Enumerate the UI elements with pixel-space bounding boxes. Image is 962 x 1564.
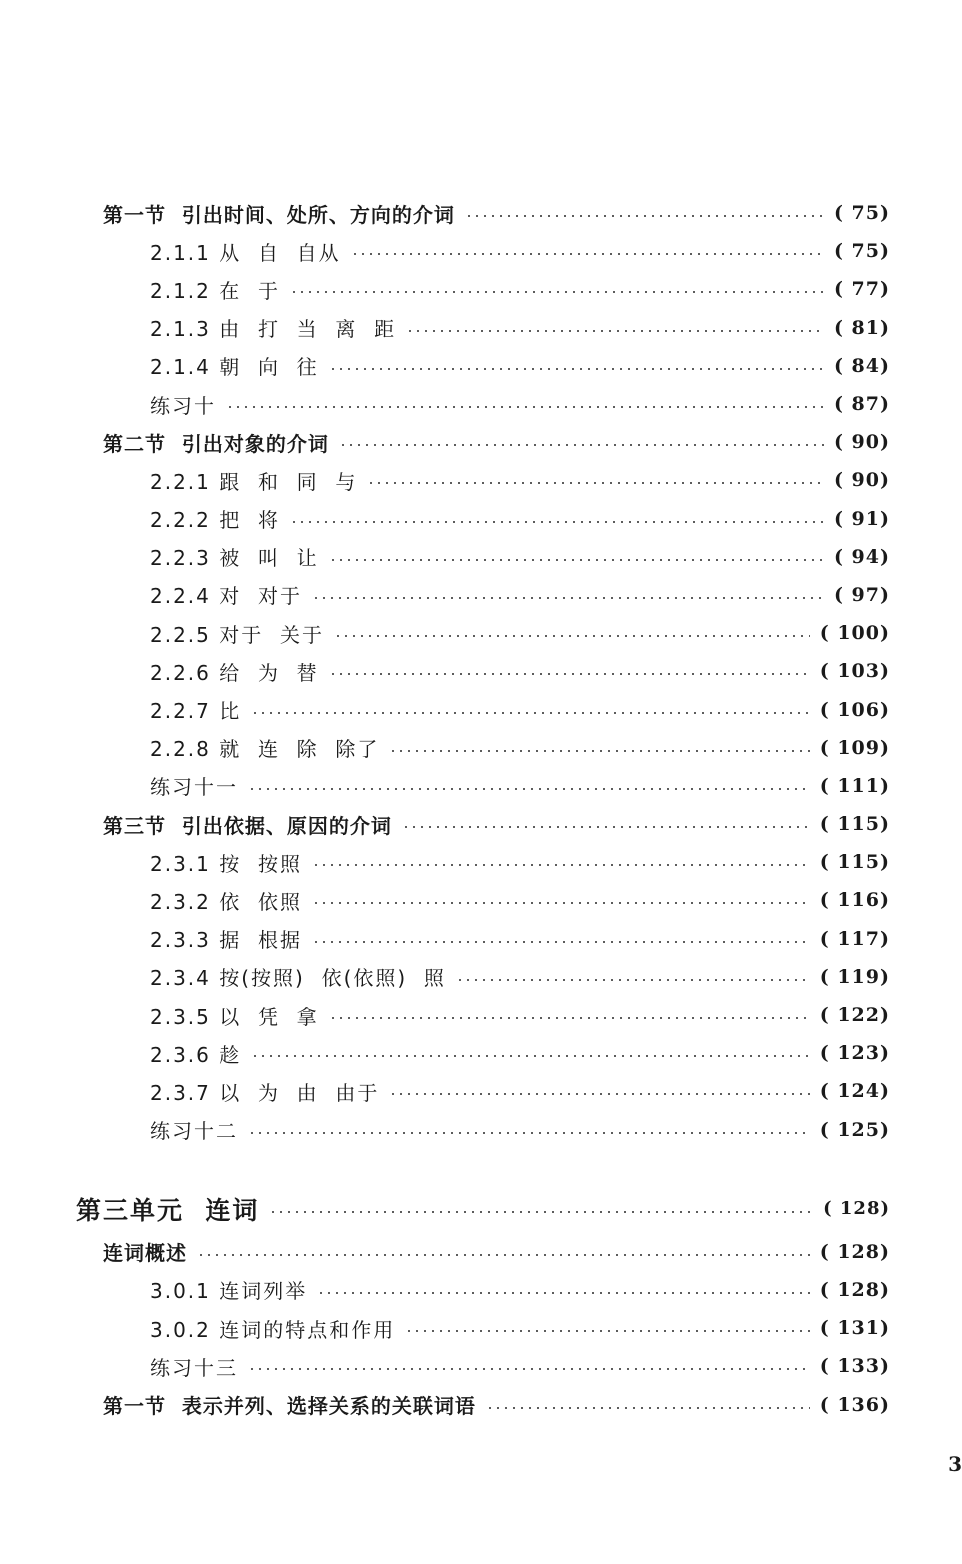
toc-entry-title: 2.3.6 趁 (150, 1042, 242, 1067)
dot-leader (251, 1055, 809, 1057)
dot-leader (329, 559, 824, 561)
toc-entry-title: 练习十一 (150, 775, 238, 800)
dot-leader (389, 1093, 809, 1095)
toc-entry-title: 第三单元 连词 (76, 1195, 260, 1225)
toc-subsection-entry[interactable] (0, 232, 960, 270)
dot-leader (290, 521, 824, 523)
toc-page-number: ( 87) (833, 393, 890, 416)
toc-page-number: ( 77) (833, 278, 890, 301)
dot-leader (269, 1211, 813, 1213)
toc-entry-title: 3.0.1 连词列举 (150, 1279, 308, 1304)
toc-subsection-entry[interactable] (0, 920, 960, 958)
toc-subsection-entry[interactable] (0, 576, 960, 614)
table-of-contents (0, 194, 960, 1424)
toc-entry-title: 2.3.2 依 依照 (150, 889, 302, 914)
toc-subsection-entry[interactable] (0, 729, 960, 767)
toc-entry-title: 2.2.1 跟 和 同 与 (150, 469, 358, 494)
toc-page-number: ( 94) (833, 545, 890, 568)
toc-entry-title: 2.3.5 以 凭 拿 (150, 1004, 319, 1029)
toc-subsection-entry[interactable] (0, 270, 960, 308)
dot-leader (465, 215, 824, 217)
toc-page-number: ( 106) (819, 698, 890, 721)
toc-page-number: ( 91) (833, 507, 890, 530)
toc-subsection-entry[interactable] (0, 881, 960, 919)
dot-leader (406, 330, 824, 332)
toc-page-number: ( 115) (819, 813, 890, 836)
dot-leader (367, 482, 824, 484)
toc-entry-title: 2.3.1 按 按照 (150, 851, 302, 876)
toc-entry-title: 2.2.2 把 将 (150, 508, 280, 533)
toc-entry-title: 第一节 引出时间、处所、方向的介词 (103, 202, 455, 227)
toc-subsection-entry[interactable] (0, 843, 960, 881)
toc-unit-heading[interactable] (0, 1185, 960, 1233)
toc-entry-title: 2.2.8 就 连 除 除了 (150, 737, 380, 762)
dot-leader (251, 712, 809, 714)
toc-entry-title: 第二节 引出对象的介词 (103, 431, 329, 456)
toc-entry-title: 2.3.7 以 为 由 由于 (150, 1080, 380, 1105)
toc-entry-title: 练习十 (150, 393, 216, 418)
toc-subsection-entry[interactable] (0, 958, 960, 996)
toc-page-number: ( 128) (823, 1198, 890, 1220)
toc-page-number: ( 103) (819, 660, 890, 683)
toc-entry-title: 2.1.4 朝 向 往 (150, 355, 319, 380)
toc-entry-title: 2.2.7 比 (150, 699, 242, 724)
dot-leader (405, 1330, 809, 1332)
toc-subsection-entry[interactable] (0, 309, 960, 347)
toc-subsection-entry[interactable] (0, 385, 960, 423)
toc-entry-title: 2.1.2 在 于 (150, 278, 280, 303)
toc-page-number: ( 136) (819, 1393, 890, 1416)
dot-leader (334, 635, 810, 637)
dot-leader (248, 1368, 810, 1370)
toc-page-number: ( 75) (833, 202, 890, 225)
toc-page-number: ( 125) (819, 1118, 890, 1141)
toc-section-entry[interactable] (0, 1233, 960, 1271)
toc-entry-title: 2.2.6 给 为 替 (150, 660, 319, 685)
dot-leader (312, 902, 810, 904)
toc-entry-title: 练习十二 (150, 1119, 238, 1144)
dot-leader (248, 1132, 810, 1134)
toc-subsection-entry[interactable] (0, 1271, 960, 1309)
toc-subsection-entry[interactable] (0, 1347, 960, 1385)
toc-entry-title: 第三节 引出依据、原因的介词 (103, 813, 392, 838)
dot-leader (312, 941, 810, 943)
toc-subsection-entry[interactable] (0, 1111, 960, 1149)
toc-page-number: ( 75) (833, 240, 890, 263)
toc-entry-title: 2.2.5 对于 关于 (150, 622, 324, 647)
toc-entry-title: 2.3.4 按(按照) 依(依照) 照 (150, 966, 446, 991)
toc-page-number: ( 111) (819, 774, 890, 797)
toc-subsection-entry[interactable] (0, 690, 960, 728)
toc-page-number: ( 131) (819, 1317, 890, 1340)
toc-entry-title: 2.3.3 据 根据 (150, 928, 302, 953)
dot-leader (329, 673, 810, 675)
toc-subsection-entry[interactable] (0, 500, 960, 538)
dot-leader (402, 826, 810, 828)
dot-leader (486, 1407, 810, 1409)
toc-page-number: ( 128) (819, 1278, 890, 1301)
toc-page-number: ( 122) (819, 1004, 890, 1027)
toc-page-number: ( 97) (833, 583, 890, 606)
toc-subsection-entry[interactable] (0, 614, 960, 652)
toc-entry-title: 2.1.1 从 自 自从 (150, 240, 341, 265)
toc-subsection-entry[interactable] (0, 767, 960, 805)
dot-leader (456, 979, 810, 981)
toc-page-number: ( 115) (819, 851, 890, 874)
toc-section-entry[interactable] (0, 423, 960, 461)
toc-entry-title: 2.1.3 由 打 当 离 距 (150, 317, 397, 342)
toc-subsection-entry[interactable] (0, 538, 960, 576)
dot-leader (312, 597, 824, 599)
dot-leader (312, 864, 810, 866)
dot-leader (226, 406, 824, 408)
toc-page-number: ( 81) (833, 316, 890, 339)
toc-subsection-entry[interactable] (0, 347, 960, 385)
dot-leader (197, 1254, 810, 1256)
dot-leader (290, 291, 824, 293)
toc-page-number: ( 116) (819, 889, 890, 912)
toc-subsection-entry[interactable] (0, 1309, 960, 1347)
toc-entry-title: 练习十三 (150, 1355, 238, 1380)
toc-page-number: ( 124) (819, 1080, 890, 1103)
toc-section-entry[interactable] (0, 1385, 960, 1423)
toc-entry-title: 2.2.4 对 对于 (150, 584, 302, 609)
toc-page-number: ( 109) (819, 736, 890, 759)
toc-entry-title: 2.2.3 被 叫 让 (150, 546, 319, 571)
toc-subsection-entry[interactable] (0, 1034, 960, 1072)
toc-page-number: ( 90) (833, 431, 890, 454)
dot-leader (389, 750, 809, 752)
toc-page-number: ( 119) (819, 965, 890, 988)
toc-subsection-entry[interactable] (0, 1072, 960, 1110)
toc-subsection-entry[interactable] (0, 652, 960, 690)
toc-subsection-entry[interactable] (0, 461, 960, 499)
toc-page-number: ( 123) (819, 1042, 890, 1065)
toc-section-entry[interactable] (0, 805, 960, 843)
toc-page-number: ( 117) (819, 927, 890, 950)
page-number: 3 (948, 1452, 962, 1476)
dot-leader (329, 1017, 810, 1019)
toc-page-number: ( 100) (819, 622, 890, 645)
toc-page-number: ( 90) (833, 469, 890, 492)
dot-leader (351, 253, 824, 255)
toc-page-number: ( 128) (819, 1240, 890, 1263)
toc-page-number: ( 84) (833, 354, 890, 377)
toc-section-entry[interactable] (0, 194, 960, 232)
dot-leader (248, 788, 810, 790)
toc-entry-title: 第一节 表示并列、选择关系的关联词语 (103, 1394, 476, 1419)
dot-leader (329, 368, 824, 370)
dot-leader (339, 444, 824, 446)
toc-entry-title: 3.0.2 连词的特点和作用 (150, 1317, 396, 1342)
dot-leader (317, 1292, 809, 1294)
toc-entry-title: 连词概述 (103, 1241, 187, 1266)
toc-page-number: ( 133) (819, 1355, 890, 1378)
toc-subsection-entry[interactable] (0, 996, 960, 1034)
